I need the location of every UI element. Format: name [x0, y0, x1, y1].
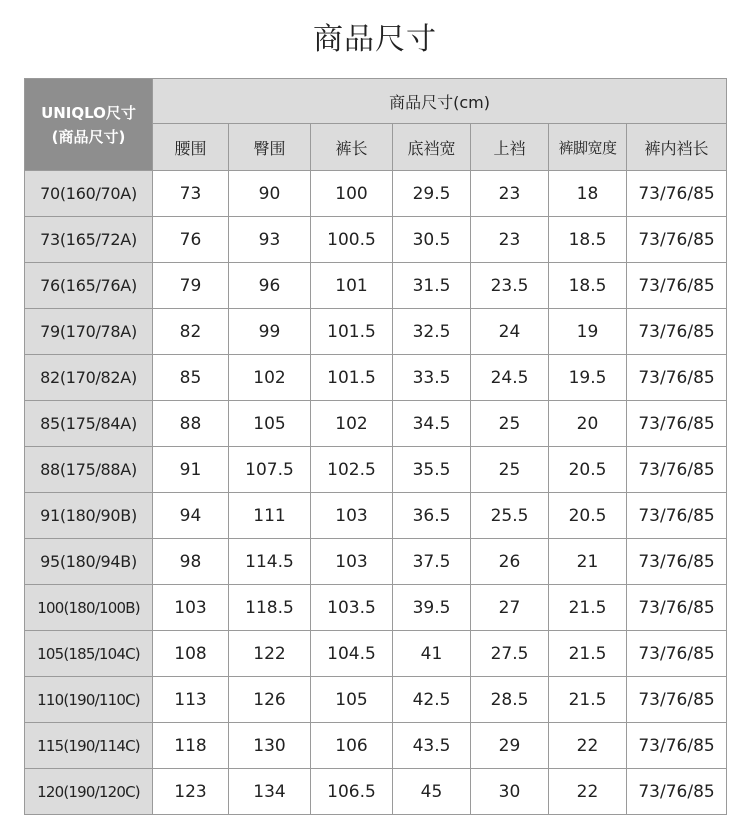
table-cell: 73/76/85: [627, 631, 727, 677]
table-cell: 79: [153, 263, 229, 309]
table-cell: 18.5: [549, 217, 627, 263]
table-cell: 73/76/85: [627, 677, 727, 723]
table-cell: 36.5: [393, 493, 471, 539]
corner-header-line1: UNIQLO尺寸: [41, 103, 136, 122]
table-cell: 20.5: [549, 493, 627, 539]
table-cell: 100.5: [311, 217, 393, 263]
table-cell: 73/76/85: [627, 217, 727, 263]
table-cell: 28.5: [471, 677, 549, 723]
row-size-label: 115(190/114C): [25, 723, 153, 769]
table-cell: 99: [229, 309, 311, 355]
table-cell: 98: [153, 539, 229, 585]
row-size-label: 91(180/90B): [25, 493, 153, 539]
corner-header-line2: (商品尺寸): [51, 127, 126, 146]
row-size-label: 88(175/88A): [25, 447, 153, 493]
table-cell: 114.5: [229, 539, 311, 585]
table-cell: 101: [311, 263, 393, 309]
table-cell: 82: [153, 309, 229, 355]
table-cell: 19: [549, 309, 627, 355]
table-cell: 102.5: [311, 447, 393, 493]
row-size-label: 79(170/78A): [25, 309, 153, 355]
table-cell: 73/76/85: [627, 355, 727, 401]
table-cell: 126: [229, 677, 311, 723]
table-cell: 29: [471, 723, 549, 769]
table-cell: 22: [549, 769, 627, 815]
table-cell: 104.5: [311, 631, 393, 677]
table-cell: 96: [229, 263, 311, 309]
table-row: [25, 631, 727, 677]
table-cell: 37.5: [393, 539, 471, 585]
table-cell: 108: [153, 631, 229, 677]
table-cell: 73: [153, 171, 229, 217]
table-cell: 42.5: [393, 677, 471, 723]
table-row: [25, 723, 727, 769]
row-size-label: 120(190/120C): [25, 769, 153, 815]
table-cell: 122: [229, 631, 311, 677]
table-cell: 25: [471, 447, 549, 493]
table-cell: 73/76/85: [627, 401, 727, 447]
table-cell: 21.5: [549, 677, 627, 723]
row-size-label: 82(170/82A): [25, 355, 153, 401]
table-cell: 33.5: [393, 355, 471, 401]
page-title: 商品尺寸: [313, 22, 437, 57]
column-header: 底裆宽: [393, 124, 471, 171]
column-header: 臀围: [229, 124, 311, 171]
table-cell: 106.5: [311, 769, 393, 815]
table-row: [25, 585, 727, 631]
table-row: [25, 401, 727, 447]
column-header: 裤内裆长: [627, 124, 727, 171]
table-cell: 32.5: [393, 309, 471, 355]
table-cell: 30: [471, 769, 549, 815]
table-cell: 73/76/85: [627, 769, 727, 815]
table-cell: 41: [393, 631, 471, 677]
table-cell: 20.5: [549, 447, 627, 493]
table-row: [25, 309, 727, 355]
table-cell: 23.5: [471, 263, 549, 309]
table-cell: 100: [311, 171, 393, 217]
table-cell: 76: [153, 217, 229, 263]
table-cell: 73/76/85: [627, 585, 727, 631]
table-cell: 21.5: [549, 631, 627, 677]
table-cell: 27.5: [471, 631, 549, 677]
table-cell: 35.5: [393, 447, 471, 493]
size-table: [24, 78, 727, 815]
table-cell: 25: [471, 401, 549, 447]
table-cell: 102: [311, 401, 393, 447]
table-cell: 73/76/85: [627, 723, 727, 769]
table-cell: 118.5: [229, 585, 311, 631]
table-cell: 73/76/85: [627, 263, 727, 309]
table-cell: 18.5: [549, 263, 627, 309]
table-cell: 103: [311, 493, 393, 539]
table-cell: 90: [229, 171, 311, 217]
table-cell: 113: [153, 677, 229, 723]
table-cell: 24: [471, 309, 549, 355]
table-cell: 106: [311, 723, 393, 769]
row-size-label: 76(165/76A): [25, 263, 153, 309]
table-row: [25, 171, 727, 217]
table-cell: 93: [229, 217, 311, 263]
table-cell: 25.5: [471, 493, 549, 539]
row-size-label: 100(180/100B): [25, 585, 153, 631]
table-cell: 134: [229, 769, 311, 815]
table-cell: 73/76/85: [627, 171, 727, 217]
table-cell: 123: [153, 769, 229, 815]
group-header: 商品尺寸(cm): [153, 79, 727, 124]
table-cell: 31.5: [393, 263, 471, 309]
column-header: 裤脚宽度: [549, 124, 627, 171]
table-cell: 105: [311, 677, 393, 723]
row-size-label: 95(180/94B): [25, 539, 153, 585]
table-cell: 103: [311, 539, 393, 585]
row-size-label: 110(190/110C): [25, 677, 153, 723]
table-cell: 85: [153, 355, 229, 401]
table-cell: 101.5: [311, 355, 393, 401]
table-cell: 73/76/85: [627, 309, 727, 355]
table-cell: 103: [153, 585, 229, 631]
table-body: [25, 171, 727, 815]
table-cell: 24.5: [471, 355, 549, 401]
table-cell: 29.5: [393, 171, 471, 217]
column-header: 裤长: [311, 124, 393, 171]
corner-header: [25, 79, 153, 171]
table-row: [25, 355, 727, 401]
table-cell: 130: [229, 723, 311, 769]
row-size-label: 73(165/72A): [25, 217, 153, 263]
table-cell: 27: [471, 585, 549, 631]
table-cell: 18: [549, 171, 627, 217]
table-cell: 94: [153, 493, 229, 539]
table-cell: 45: [393, 769, 471, 815]
row-size-label: 70(160/70A): [25, 171, 153, 217]
table-cell: 107.5: [229, 447, 311, 493]
table-cell: 23: [471, 217, 549, 263]
table-cell: 118: [153, 723, 229, 769]
table-cell: 73/76/85: [627, 493, 727, 539]
column-header: 腰围: [153, 124, 229, 171]
table-cell: 26: [471, 539, 549, 585]
table-cell: 39.5: [393, 585, 471, 631]
table-cell: 73/76/85: [627, 447, 727, 493]
table-row: [25, 539, 727, 585]
table-cell: 103.5: [311, 585, 393, 631]
table-row: [25, 677, 727, 723]
table-cell: 101.5: [311, 309, 393, 355]
table-cell: 19.5: [549, 355, 627, 401]
table-cell: 111: [229, 493, 311, 539]
table-cell: 30.5: [393, 217, 471, 263]
table-row: [25, 263, 727, 309]
table-cell: 21: [549, 539, 627, 585]
table-cell: 88: [153, 401, 229, 447]
row-size-label: 105(185/104C): [25, 631, 153, 677]
table-row: [25, 217, 727, 263]
column-header: 上裆: [471, 124, 549, 171]
table-row: [25, 493, 727, 539]
table-cell: 105: [229, 401, 311, 447]
table-cell: 21.5: [549, 585, 627, 631]
table-cell: 43.5: [393, 723, 471, 769]
row-size-label: 85(175/84A): [25, 401, 153, 447]
table-cell: 73/76/85: [627, 539, 727, 585]
table-row: [25, 447, 727, 493]
table-cell: 91: [153, 447, 229, 493]
table-cell: 23: [471, 171, 549, 217]
table-cell: 20: [549, 401, 627, 447]
table-cell: 34.5: [393, 401, 471, 447]
table-row: [25, 769, 727, 815]
table-cell: 102: [229, 355, 311, 401]
table-cell: 22: [549, 723, 627, 769]
